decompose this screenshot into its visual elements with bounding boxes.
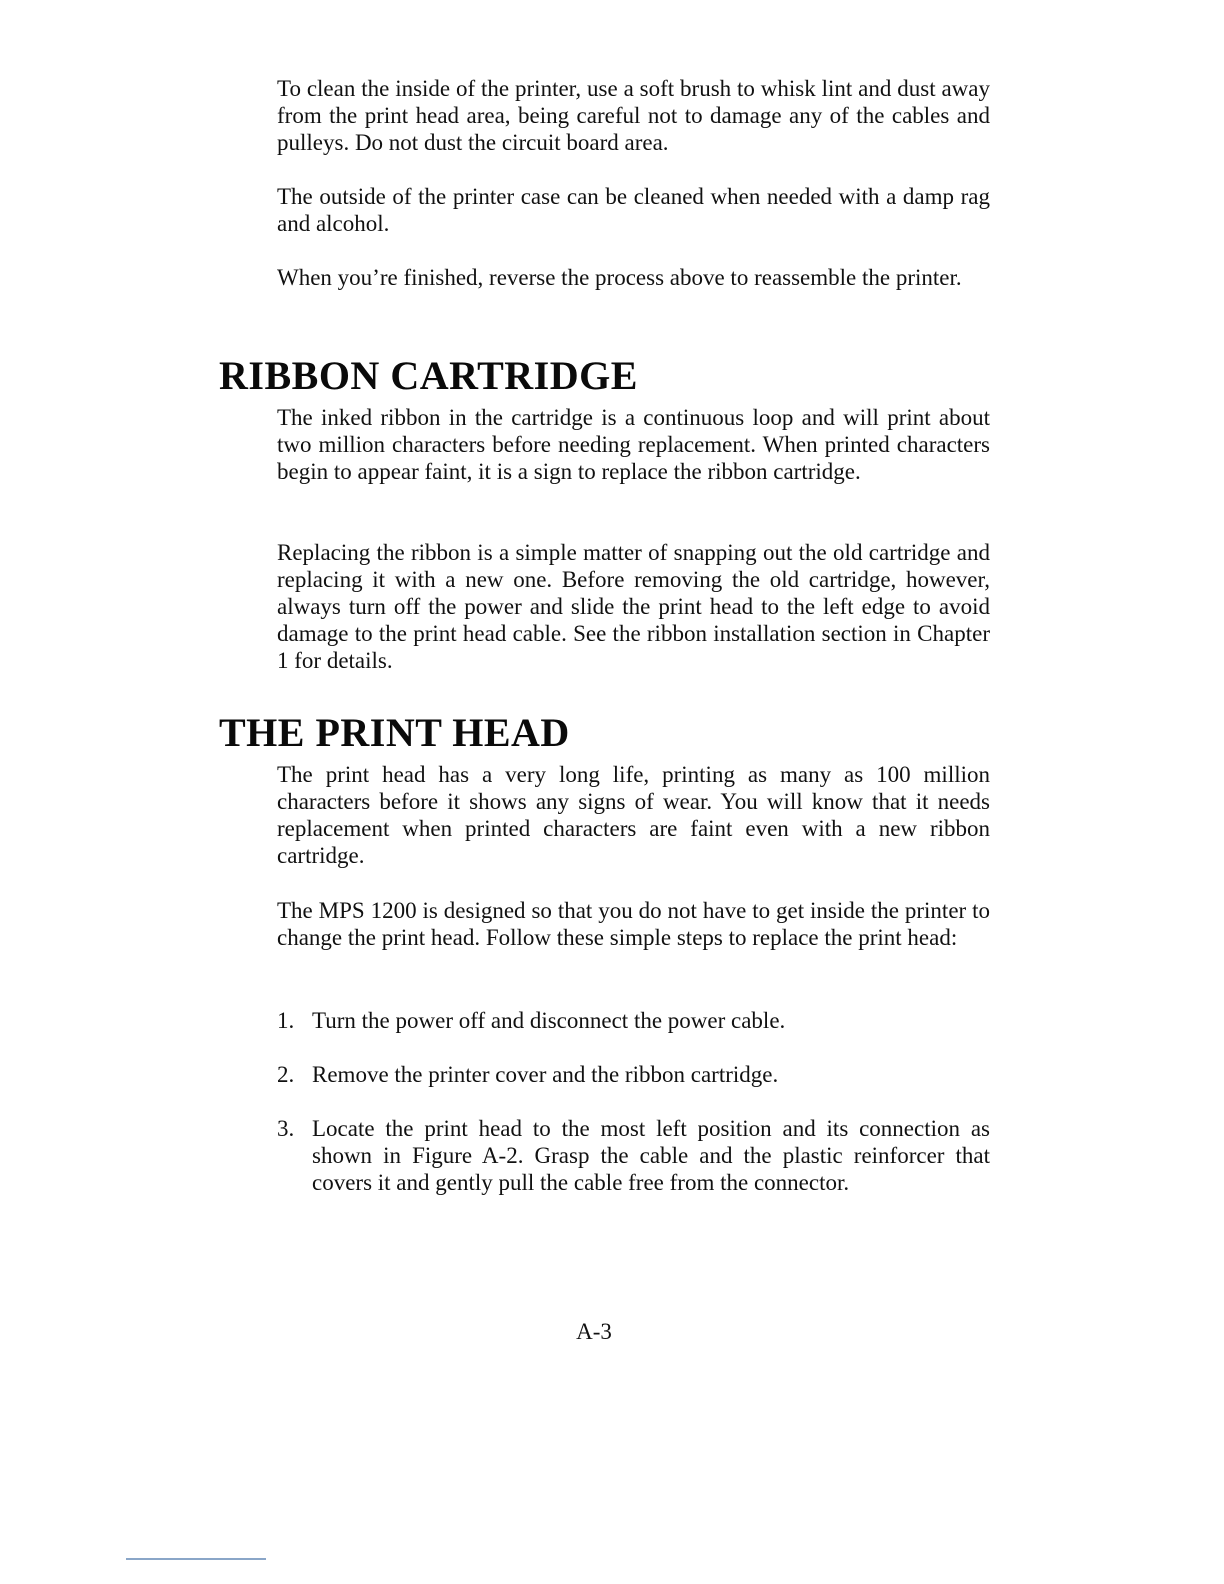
- step-item-1: [277, 1007, 990, 1034]
- step-item-3: [277, 1115, 990, 1196]
- step-item-2: [277, 1061, 990, 1088]
- page-number: A-3: [576, 1319, 612, 1344]
- step-text: Remove the printer cover and the ribbon cartridge.: [312, 1062, 779, 1087]
- heading-print-head: THE PRINT HEAD: [219, 710, 570, 755]
- step-number: 2.: [277, 1062, 295, 1087]
- paragraph-ribbon-replace: Replacing the ribbon is a simple matter of snapping out the old cartridge and replacing it with a new one. Before removing the old cartridge, however, always turn off the power and slide the print head to the left edge to avoid damage to the print head cable. See the ribbon installation section in Chapter 1 for details.: [277, 540, 990, 673]
- step-text: Turn the power off and disconnect the power cable.: [312, 1008, 786, 1033]
- paragraph-ribbon-life: The inked ribbon in the cartridge is a continuous loop and will print about two million characters before needing replacement. When printed characters begin to appear faint, it is a sign to replace the ribbon cartridge.: [277, 405, 990, 484]
- step-text: Locate the print head to the most left position and its connection as shown in Figure A-2. Grasp the cable and the plastic reinforcer that covers it and gently pull the cable free from the connector.: [312, 1116, 990, 1195]
- paragraph-print-head-intro: The MPS 1200 is designed so that you do not have to get inside the printer to change the print head. Follow these simple steps to replace the print head:: [277, 898, 990, 950]
- paragraph-clean-outside: The outside of the printer case can be cleaned when needed with a damp rag and alcohol.: [277, 184, 990, 236]
- paragraph-reassemble: When you’re finished, reverse the process above to reassemble the printer.: [277, 265, 962, 290]
- heading-ribbon-cartridge: RIBBON CARTRIDGE: [219, 353, 638, 398]
- paragraph-clean-inside: To clean the inside of the printer, use a soft brush to whisk lint and dust away from the print head area, being careful not to damage any of the cables and pulleys. Do not dust the circuit board area.: [277, 76, 990, 155]
- scan-edge-rule: [126, 1558, 266, 1560]
- step-number: 1.: [277, 1008, 295, 1033]
- paragraph-print-head-life: The print head has a very long life, printing as many as 100 million characters before it shows any signs of wear. You will know that it needs replacement when printed characters are faint even with a new ribbon cartridge.: [277, 762, 990, 868]
- step-number: 3.: [277, 1116, 295, 1141]
